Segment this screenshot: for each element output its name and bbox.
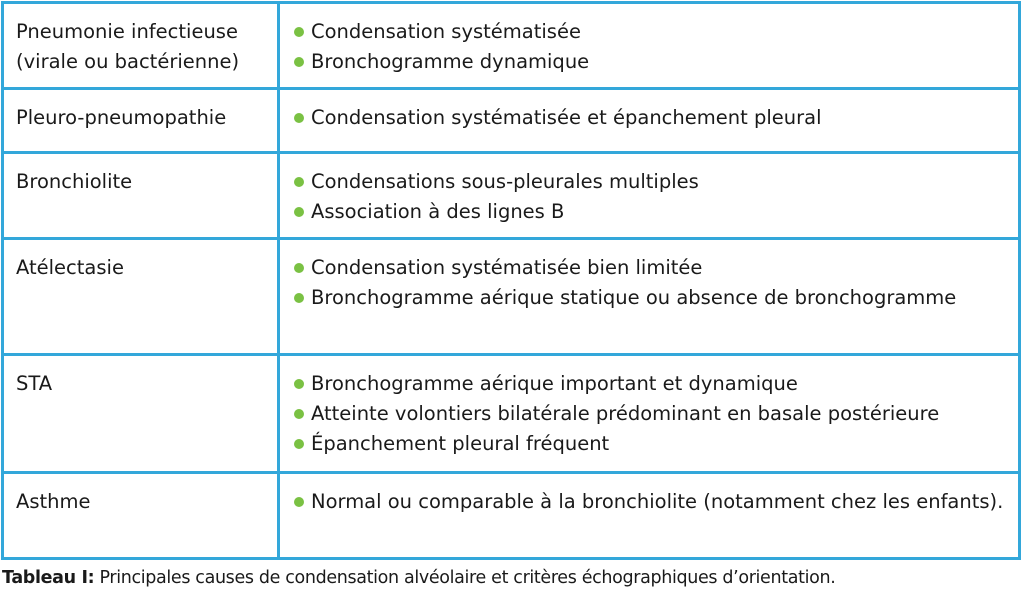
criteria-list: [292, 103, 1012, 133]
causes-table: [1, 1, 1021, 560]
cause-cell: Pneumonie infectieuse (virale ou bactérienne): [3, 3, 279, 89]
criteria-list: [292, 369, 1012, 459]
criteria-text: Atteinte volontiers bilatérale prédominant en basale postérieure: [311, 402, 940, 425]
criteria-item: [292, 17, 1012, 47]
criteria-item: [292, 253, 1012, 283]
green-dot-icon: [294, 439, 304, 449]
green-dot-icon: [294, 263, 304, 273]
green-dot-icon: [294, 177, 304, 187]
table-row: [3, 239, 1020, 355]
caption-label: Tableau I:: [2, 568, 95, 588]
criteria-cell: [279, 89, 1020, 153]
green-dot-icon: [294, 113, 304, 123]
cause-cell: Atélectasie: [3, 239, 279, 355]
criteria-text: Condensation systématisée: [311, 20, 581, 43]
green-dot-icon: [294, 293, 304, 303]
criteria-text: Condensation systématisée bien limitée: [311, 256, 703, 279]
criteria-item: [292, 399, 1012, 429]
table-row: [3, 153, 1020, 239]
criteria-cell: [279, 473, 1020, 559]
criteria-list: [292, 167, 1012, 227]
criteria-item: [292, 429, 1012, 459]
cause-cell: Pleuro-pneumopathie: [3, 89, 279, 153]
criteria-text: Bronchogramme aérique statique ou absence de bronchogramme: [311, 286, 957, 309]
cause-cell: Asthme: [3, 473, 279, 559]
cause-cell: Bronchiolite: [3, 153, 279, 239]
criteria-cell: [279, 355, 1020, 473]
criteria-cell: [279, 239, 1020, 355]
criteria-item: [292, 283, 1012, 313]
criteria-text: Normal ou comparable à la bronchiolite (notamment chez les enfants).: [311, 490, 1004, 513]
green-dot-icon: [294, 57, 304, 67]
criteria-text: Bronchogramme dynamique: [311, 50, 590, 73]
criteria-item: [292, 369, 1012, 399]
table-row: [3, 473, 1020, 559]
criteria-item: [292, 167, 1012, 197]
criteria-list: [292, 253, 1012, 313]
green-dot-icon: [294, 497, 304, 507]
green-dot-icon: [294, 27, 304, 37]
cause-cell: STA: [3, 355, 279, 473]
table-row: [3, 89, 1020, 153]
criteria-item: [292, 47, 1012, 77]
criteria-cell: [279, 3, 1020, 89]
table-caption: [2, 566, 1022, 590]
green-dot-icon: [294, 409, 304, 419]
criteria-text: Bronchogramme aérique important et dynamique: [311, 372, 798, 395]
criteria-text: Condensations sous-pleurales multiples: [311, 170, 699, 193]
criteria-item: [292, 197, 1012, 227]
green-dot-icon: [294, 207, 304, 217]
criteria-text: Condensation systématisée et épanchement pleural: [311, 106, 822, 129]
criteria-list: [292, 487, 1012, 517]
causes-table-container: [1, 1, 1021, 560]
criteria-text: Épanchement pleural fréquent: [311, 432, 610, 455]
criteria-cell: [279, 153, 1020, 239]
criteria-item: [292, 103, 1012, 133]
table-row: [3, 355, 1020, 473]
criteria-list: [292, 17, 1012, 77]
criteria-item: [292, 487, 1012, 517]
green-dot-icon: [294, 379, 304, 389]
criteria-text: Association à des lignes B: [311, 200, 565, 223]
table-row: [3, 3, 1020, 89]
caption-text: Principales causes de condensation alvéolaire et critères échographiques d’orientation.: [94, 568, 836, 588]
